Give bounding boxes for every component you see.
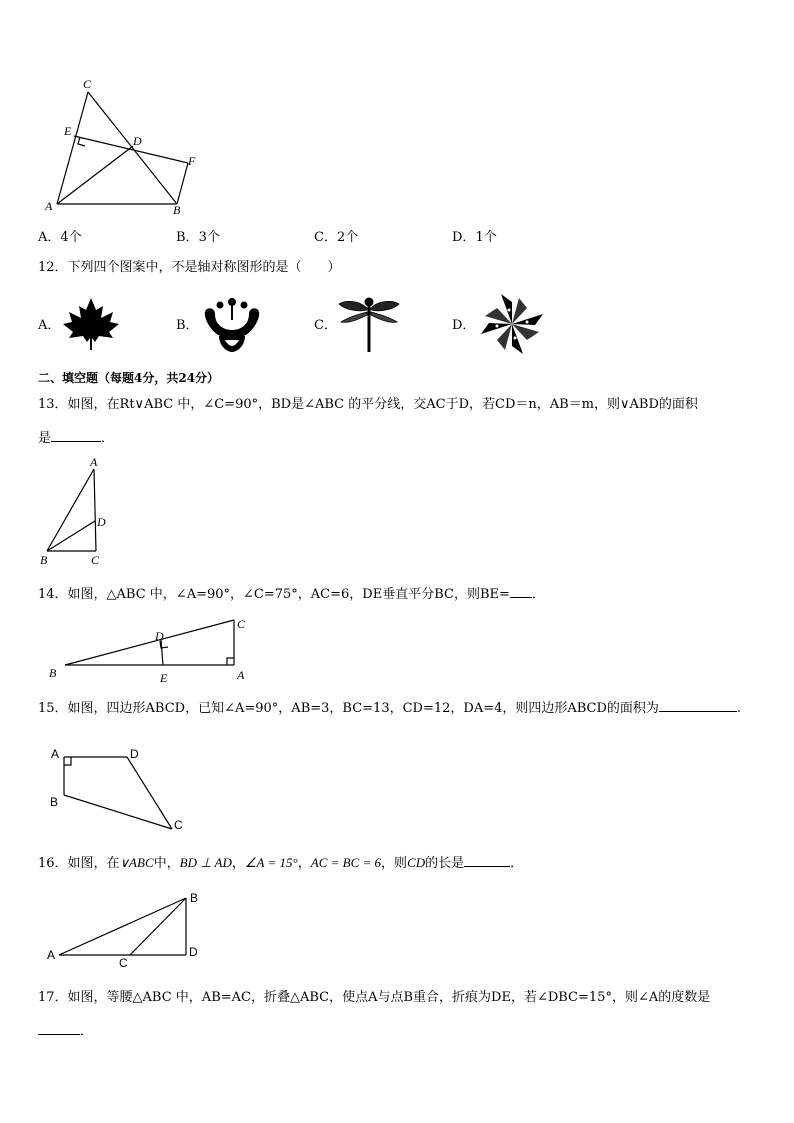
q11-label-f: F: [188, 154, 196, 168]
section-heading-fill-in: 二、填空题（每题4分，共24分）: [38, 371, 220, 385]
q12-option-c-key[interactable]: C．: [314, 318, 337, 333]
q13-label-a: A: [90, 455, 98, 469]
q11-label-d: D: [133, 134, 142, 148]
q11-option-d[interactable]: D．1个: [452, 230, 497, 245]
q17-stem-line2: ．: [38, 1021, 93, 1040]
q14-label-a: A: [237, 668, 245, 682]
q14-stem: 14．如图，△ABC 中，∠A=90°，∠C=75°，AC=6，DE垂直平分BC，则BE= ．: [38, 584, 545, 603]
q16-label-a: A: [47, 948, 56, 962]
q13-label-d: D: [97, 515, 106, 529]
q11-option-a[interactable]: A．4个: [38, 230, 82, 245]
q13-stem-line1: 13．如图，在Rt∨ABC 中，∠C=90°，BD是∠ABC 的平分线，交AC于D，若CD＝n，AB＝m，则∨ABD的面积: [38, 397, 698, 412]
q12-stem: 12．下列四个图案中，不是轴对称图形的是（ ）: [38, 260, 341, 275]
q12-option-b-key[interactable]: B．: [176, 318, 199, 333]
q11-label-c: C: [83, 77, 92, 91]
q17-answer-blank[interactable]: [38, 1021, 80, 1035]
q11-label-a: A: [45, 199, 53, 213]
q15-stem: 15．如图，四边形ABCD，已知∠A=90°，AB=3，BC=13，CD=12，DA=4，则四边形ABCD的面积为 .: [38, 698, 741, 717]
q15-label-a: A: [51, 747, 60, 761]
q14-label-d: D: [155, 629, 164, 643]
q16-label-b: B: [190, 891, 199, 905]
q16-label-d: D: [189, 945, 198, 959]
q11-label-e: E: [64, 124, 72, 138]
q14-label-b: B: [49, 666, 57, 680]
q16-stem: 16．如图，在∨ABC中，BD ⊥ AD，∠A = 15°，AC = BC = 6，则CD的长是 ．: [38, 855, 524, 871]
q15-label-c: C: [174, 818, 183, 832]
q11-option-c[interactable]: C．2个: [314, 230, 359, 245]
q13-label-c: C: [91, 553, 100, 567]
q17-stem-line1: 17．如图，等腰△ABC 中，AB=AC，折叠△ABC，使点A与点B重合，折痕为DE，若∠DBC=15°，则∠A的度数是: [38, 990, 711, 1005]
q14-label-c: C: [237, 617, 246, 631]
q13-stem-line2: 是 ．: [38, 428, 114, 447]
q11-label-b: B: [173, 203, 181, 217]
q14-label-e: E: [160, 671, 168, 685]
q11-option-b[interactable]: B．3个: [176, 230, 220, 245]
q16-label-c: C: [119, 956, 128, 970]
q15-label-d: D: [130, 747, 139, 761]
q12-option-d-key[interactable]: D．: [452, 318, 476, 333]
q13-label-b: B: [40, 553, 48, 567]
q12-option-a-key[interactable]: A．: [38, 318, 61, 333]
q15-label-b: B: [50, 795, 59, 809]
